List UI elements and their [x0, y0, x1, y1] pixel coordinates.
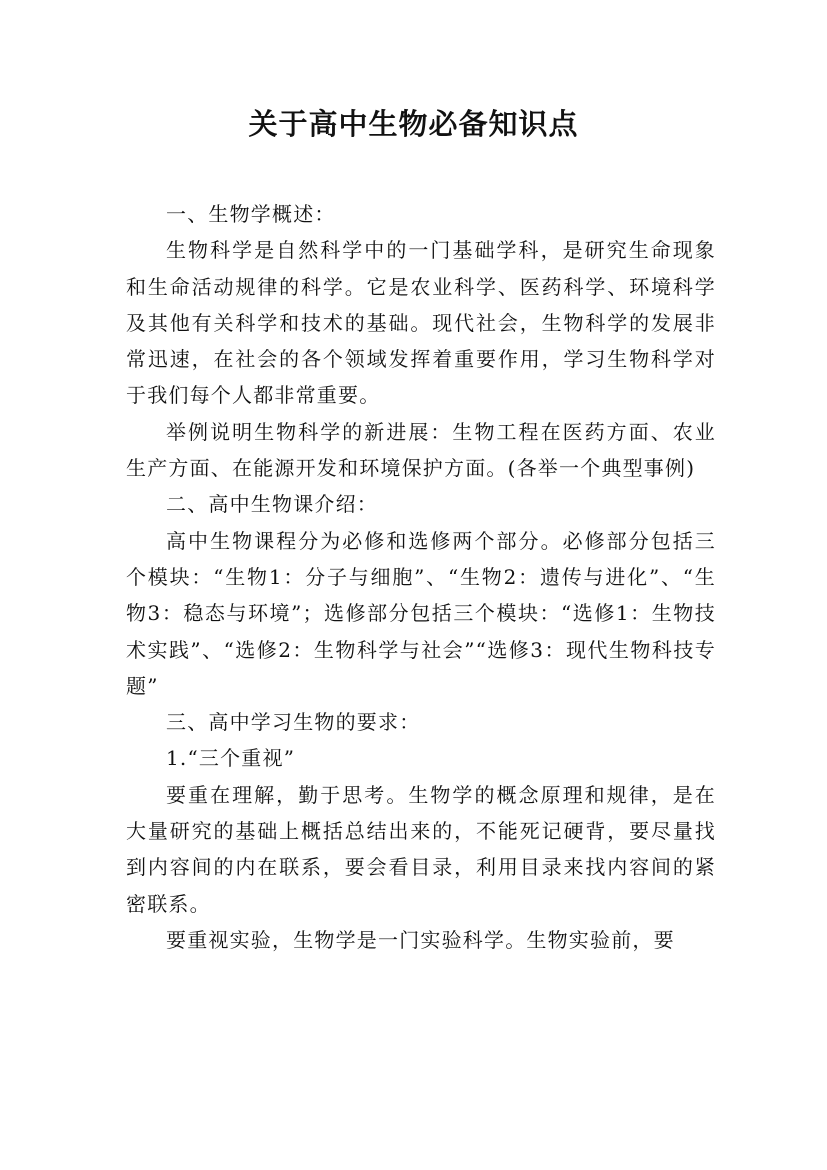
heading-study-requirements: 三、高中学习生物的要求：	[166, 710, 421, 735]
paragraph-course-modules: 高中生物课程分为必修和选修两个部分。必修部分包括三个模块：“生物1：分子与细胞”、“生物2：遗传与进化”、“生物3：稳态与环境”；选修部分包括三个模块：“选修1：生物技术实践”、“选修2：生物科学与社会”“选修3：现代生物科技专题”	[126, 528, 716, 698]
document-body	[126, 196, 716, 958]
document-title: 关于高中生物必备知识点	[248, 107, 579, 141]
heading-course-intro: 二、高中生物课介绍：	[166, 492, 378, 517]
paragraph-understanding: 要重在理解，勤于思考。生物学的概念原理和规律，是在大量研究的基础上概括总结出来的，不能死记硬背，要尽量找到内容间的内在联系，要会看目录，利用目录来找内容间的紧密联系。	[126, 782, 716, 916]
paragraph-biology-progress: 举例说明生物科学的新进展：生物工程在医药方面、农业生产方面、在能源开发和环境保护方面。(各举一个典型事例)	[126, 419, 716, 481]
paragraph-biology-definition: 生物科学是自然科学中的一门基础学科，是研究生命现象和生命活动规律的科学。它是农业科学、医药科学、环境科学及其他有关科学和技术的基础。现代社会，生物科学的发展非常迅速，在社会的各个领域发挥着重要作用，学习生物科学对于我们每个人都非常重要。	[126, 238, 716, 408]
paragraph-experiments: 要重视实验，生物学是一门实验科学。生物实验前，要	[166, 927, 675, 952]
subheading-three-emphases: 1.“三个重视”	[166, 746, 296, 771]
heading-overview: 一、生物学概述：	[166, 202, 336, 226]
